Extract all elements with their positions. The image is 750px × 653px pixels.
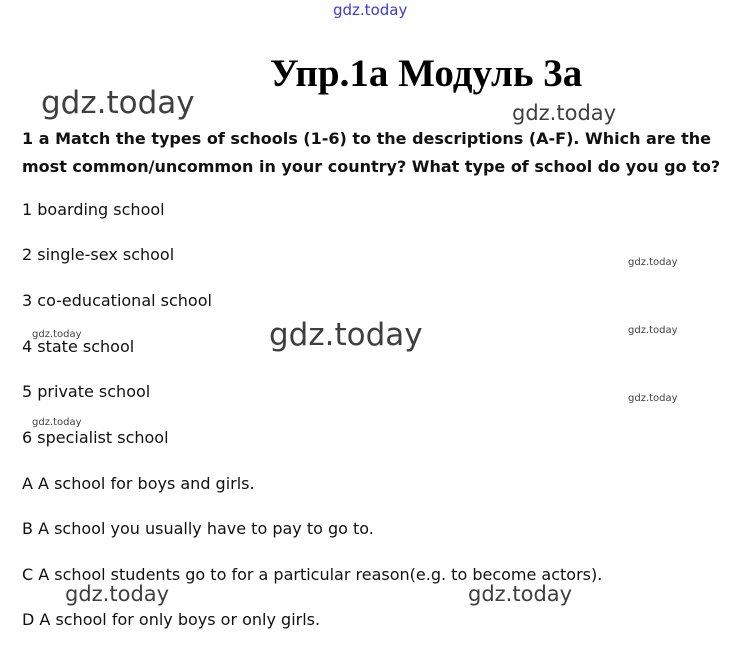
page-title: Упр.1a Модуль 3a <box>270 52 583 95</box>
description-item: D A school for only boys or only girls. <box>22 610 321 629</box>
description-item: A A school for boys and girls. <box>22 474 255 493</box>
watermark: gdz.today <box>65 582 170 606</box>
watermark: gdz.today <box>32 329 82 340</box>
watermark: gdz.today <box>628 257 678 268</box>
description-item: B A school you usually have to pay to go to. <box>22 519 374 538</box>
school-item: 3 co-educational school <box>22 291 212 310</box>
school-item: 2 single-sex school <box>22 245 175 264</box>
watermark: gdz.today <box>468 582 573 606</box>
school-item: 5 private school <box>22 382 151 401</box>
school-item: 1 boarding school <box>22 200 165 219</box>
school-item: 6 specialist school <box>22 428 169 447</box>
watermark-top: gdz.today <box>333 1 408 19</box>
watermark: gdz.today <box>32 417 82 428</box>
watermark: gdz.today <box>628 393 678 404</box>
school-item: 4 state school <box>22 337 135 356</box>
watermark: gdz.today <box>512 101 617 125</box>
task-instructions: 1 a Match the types of schools (1-6) to the descriptions (A-F). Which are the most common/uncommon in your country? What type of school do you go to? <box>22 129 721 176</box>
description-item: C A school students go to for a particular reason(e.g. to become actors). <box>22 565 603 584</box>
watermark: gdz.today <box>628 325 678 336</box>
watermark: gdz.today <box>41 85 195 121</box>
watermark: gdz.today <box>269 317 423 353</box>
